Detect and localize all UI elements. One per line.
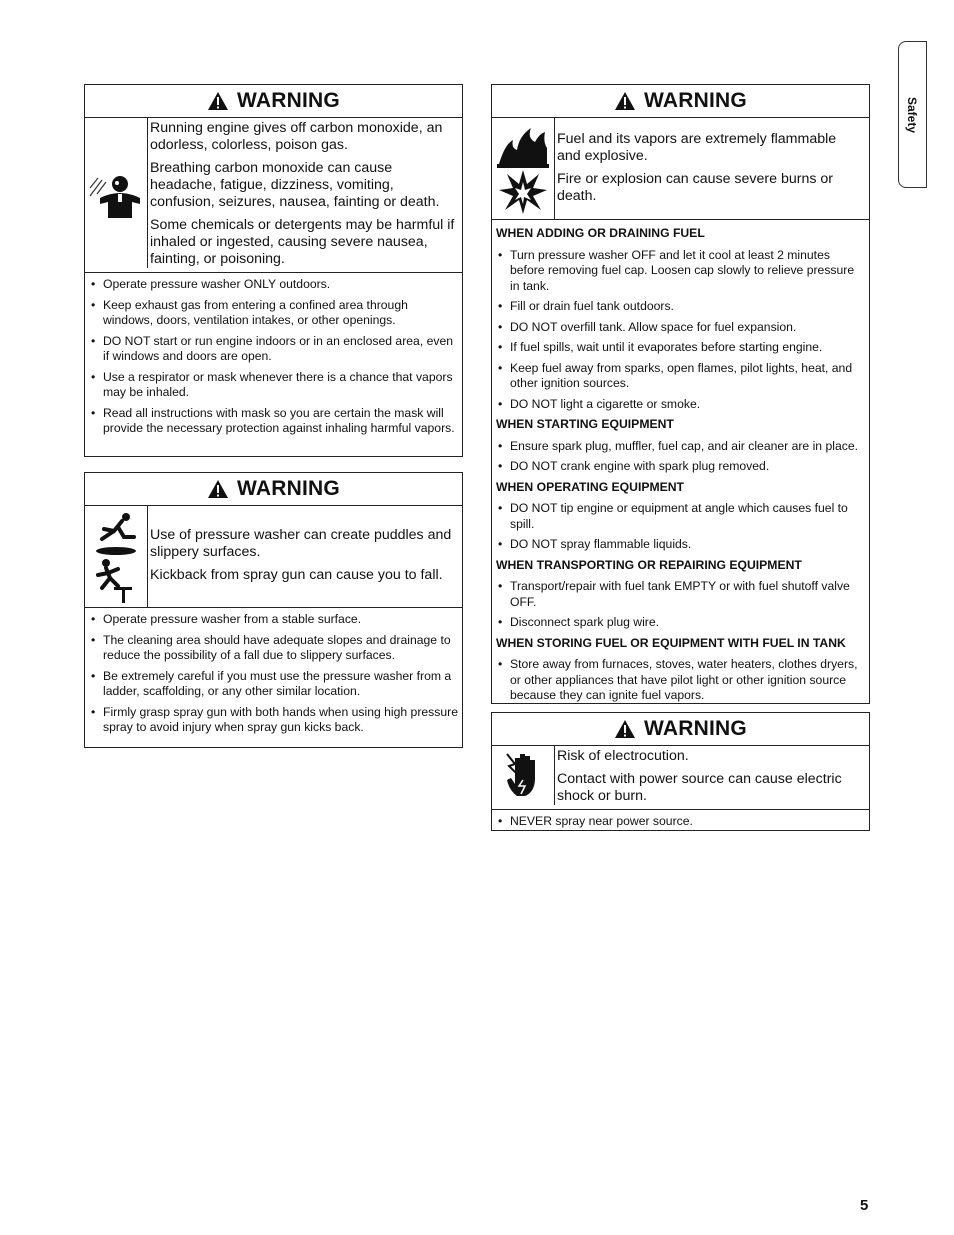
hazard-statement: Use of pressure washer can create puddles and slippery surfaces. xyxy=(150,527,452,560)
warning-box-electrocution xyxy=(491,712,870,831)
list-item: • Read all instructions with mask so you are certain the mask will provide the necessary protection against inhaling harmful vapors. xyxy=(89,406,458,437)
hazard-statement: Some chemicals or detergents may be harmful if inhaled or ingested, causing severe nausea, fainting, or poisoning. xyxy=(150,217,455,267)
hazard-statement: Running engine gives off carbon monoxide, an odorless, colorless, poison gas. xyxy=(150,120,443,153)
warning-box-slip xyxy=(84,472,463,748)
hazard-statements xyxy=(148,118,462,272)
hazard-statement: Risk of electrocution. xyxy=(557,748,689,764)
section-heading: WHEN ADDING OR DRAINING FUEL xyxy=(496,226,705,240)
list-item: • Be extremely careful if you must use the pressure washer from a ladder, scaffolding, or any other similar location. xyxy=(89,669,458,700)
list-item: • DO NOT overfill tank. Allow space for fuel expansion. xyxy=(496,320,865,336)
list-item: • NEVER spray near power source. xyxy=(496,814,865,830)
warning-box-fuel xyxy=(491,84,870,704)
hazard-statement: Contact with power source can cause electric shock or burn. xyxy=(557,771,842,804)
warning-triangle-icon xyxy=(614,91,636,111)
list-item: • Fill or drain fuel tank outdoors. xyxy=(496,299,865,315)
list-item: • DO NOT start or run engine indoors or in an enclosed area, even if windows and doors are open. xyxy=(89,334,458,365)
instruction-list xyxy=(492,810,869,839)
section-heading: WHEN OPERATING EQUIPMENT xyxy=(496,479,685,494)
instruction-list xyxy=(85,273,462,446)
pictogram-column xyxy=(492,118,555,219)
list-item: • DO NOT spray flammable liquids. xyxy=(496,537,865,553)
hazard-statement: Fire or explosion can cause severe burns or death. xyxy=(557,170,834,204)
explosion-icon xyxy=(497,168,549,214)
warning-title: WARNING xyxy=(644,89,747,112)
list-item: • Use a respirator or mask whenever there is a chance that vapors may be inhaled. xyxy=(89,370,458,401)
hazard-section xyxy=(492,746,869,810)
warning-triangle-icon xyxy=(207,91,229,111)
list-item: • Operate pressure washer ONLY outdoors. xyxy=(89,277,458,293)
kickback-fall-icon xyxy=(92,557,140,603)
safety-tab-label: Safety xyxy=(905,96,920,133)
warning-title: WARNING xyxy=(237,477,340,500)
pictogram-column xyxy=(85,506,148,607)
pictogram-column xyxy=(85,118,148,268)
instruction-list xyxy=(85,608,462,745)
list-item: • Firmly grasp spray gun with both hands when using high pressure spray to avoid injury when spray gun kicks back. xyxy=(89,705,458,736)
list-item: • Store away from furnaces, stoves, water heaters, clothes dryers, or other appliances that have pilot light or other ignition source because they can ignite fuel vapors. xyxy=(496,657,865,704)
hazard-statement: Breathing carbon monoxide can cause headache, fatigue, dizziness, vomiting, confusion, seizures, nausea, fainting or death. xyxy=(150,160,440,210)
list-item: • Operate pressure washer from a stable surface. xyxy=(89,612,458,628)
list-item: • Keep exhaust gas from entering a confined area through windows, doors, ventilation intakes, or other openings. xyxy=(89,298,458,329)
list-item: • DO NOT crank engine with spark plug removed. xyxy=(496,459,865,475)
poison-gas-icon xyxy=(88,168,144,218)
warning-header xyxy=(85,85,462,118)
section-heading: WHEN TRANSPORTING OR REPAIRING EQUIPMENT xyxy=(496,557,802,572)
hazard-statements xyxy=(555,746,869,809)
warning-header xyxy=(85,473,462,506)
list-item: • Turn pressure washer OFF and let it cool at least 2 minutes before removing fuel cap. Loosen cap slowly to relieve pressure in tank. xyxy=(496,248,865,295)
hazard-section xyxy=(85,118,462,273)
fire-icon xyxy=(497,124,549,168)
warning-triangle-icon xyxy=(614,719,636,739)
page-number: 5 xyxy=(860,1197,869,1214)
list-item: • DO NOT tip engine or equipment at angle which causes fuel to spill. xyxy=(496,501,865,532)
slip-fall-icon xyxy=(92,511,140,557)
hazard-section xyxy=(492,118,869,220)
hazard-section xyxy=(85,506,462,608)
warning-title: WARNING xyxy=(237,89,340,112)
hazard-statement: Kickback from spray gun can cause you to fall. xyxy=(150,567,443,583)
list-item: • Keep fuel away from sparks, open flames, pilot lights, heat, and other ignition sources. xyxy=(496,361,865,392)
warning-title: WARNING xyxy=(644,717,747,740)
list-item: • The cleaning area should have adequate slopes and drainage to reduce the possibility of a fall due to slippery surfaces. xyxy=(89,633,458,664)
hazard-statement: Fuel and its vapors are extremely flammable and explosive. xyxy=(557,130,837,164)
list-item: • Ensure spark plug, muffler, fuel cap, and air cleaner are in place. xyxy=(496,439,865,455)
warning-triangle-icon xyxy=(207,479,229,499)
electric-shock-hand-icon xyxy=(501,750,545,802)
list-item: • If fuel spills, wait until it evaporates before starting engine. xyxy=(496,340,865,356)
warning-header xyxy=(492,85,869,118)
section-heading: WHEN STORING FUEL OR EQUIPMENT WITH FUEL IN TANK xyxy=(496,635,846,650)
hazard-statements xyxy=(148,506,462,607)
section-heading: WHEN STARTING EQUIPMENT xyxy=(496,417,674,431)
hazard-statements xyxy=(555,118,869,219)
list-item: • Transport/repair with fuel tank EMPTY or with fuel shutoff valve OFF. xyxy=(496,579,865,610)
warning-header xyxy=(492,713,869,746)
list-item: • Disconnect spark plug wire. xyxy=(496,615,865,631)
pictogram-column xyxy=(492,746,555,805)
list-item: • DO NOT light a cigarette or smoke. xyxy=(496,397,865,413)
warning-box-carbon-monoxide xyxy=(84,84,463,457)
instruction-list xyxy=(492,220,869,713)
safety-tab[interactable] xyxy=(898,41,927,188)
